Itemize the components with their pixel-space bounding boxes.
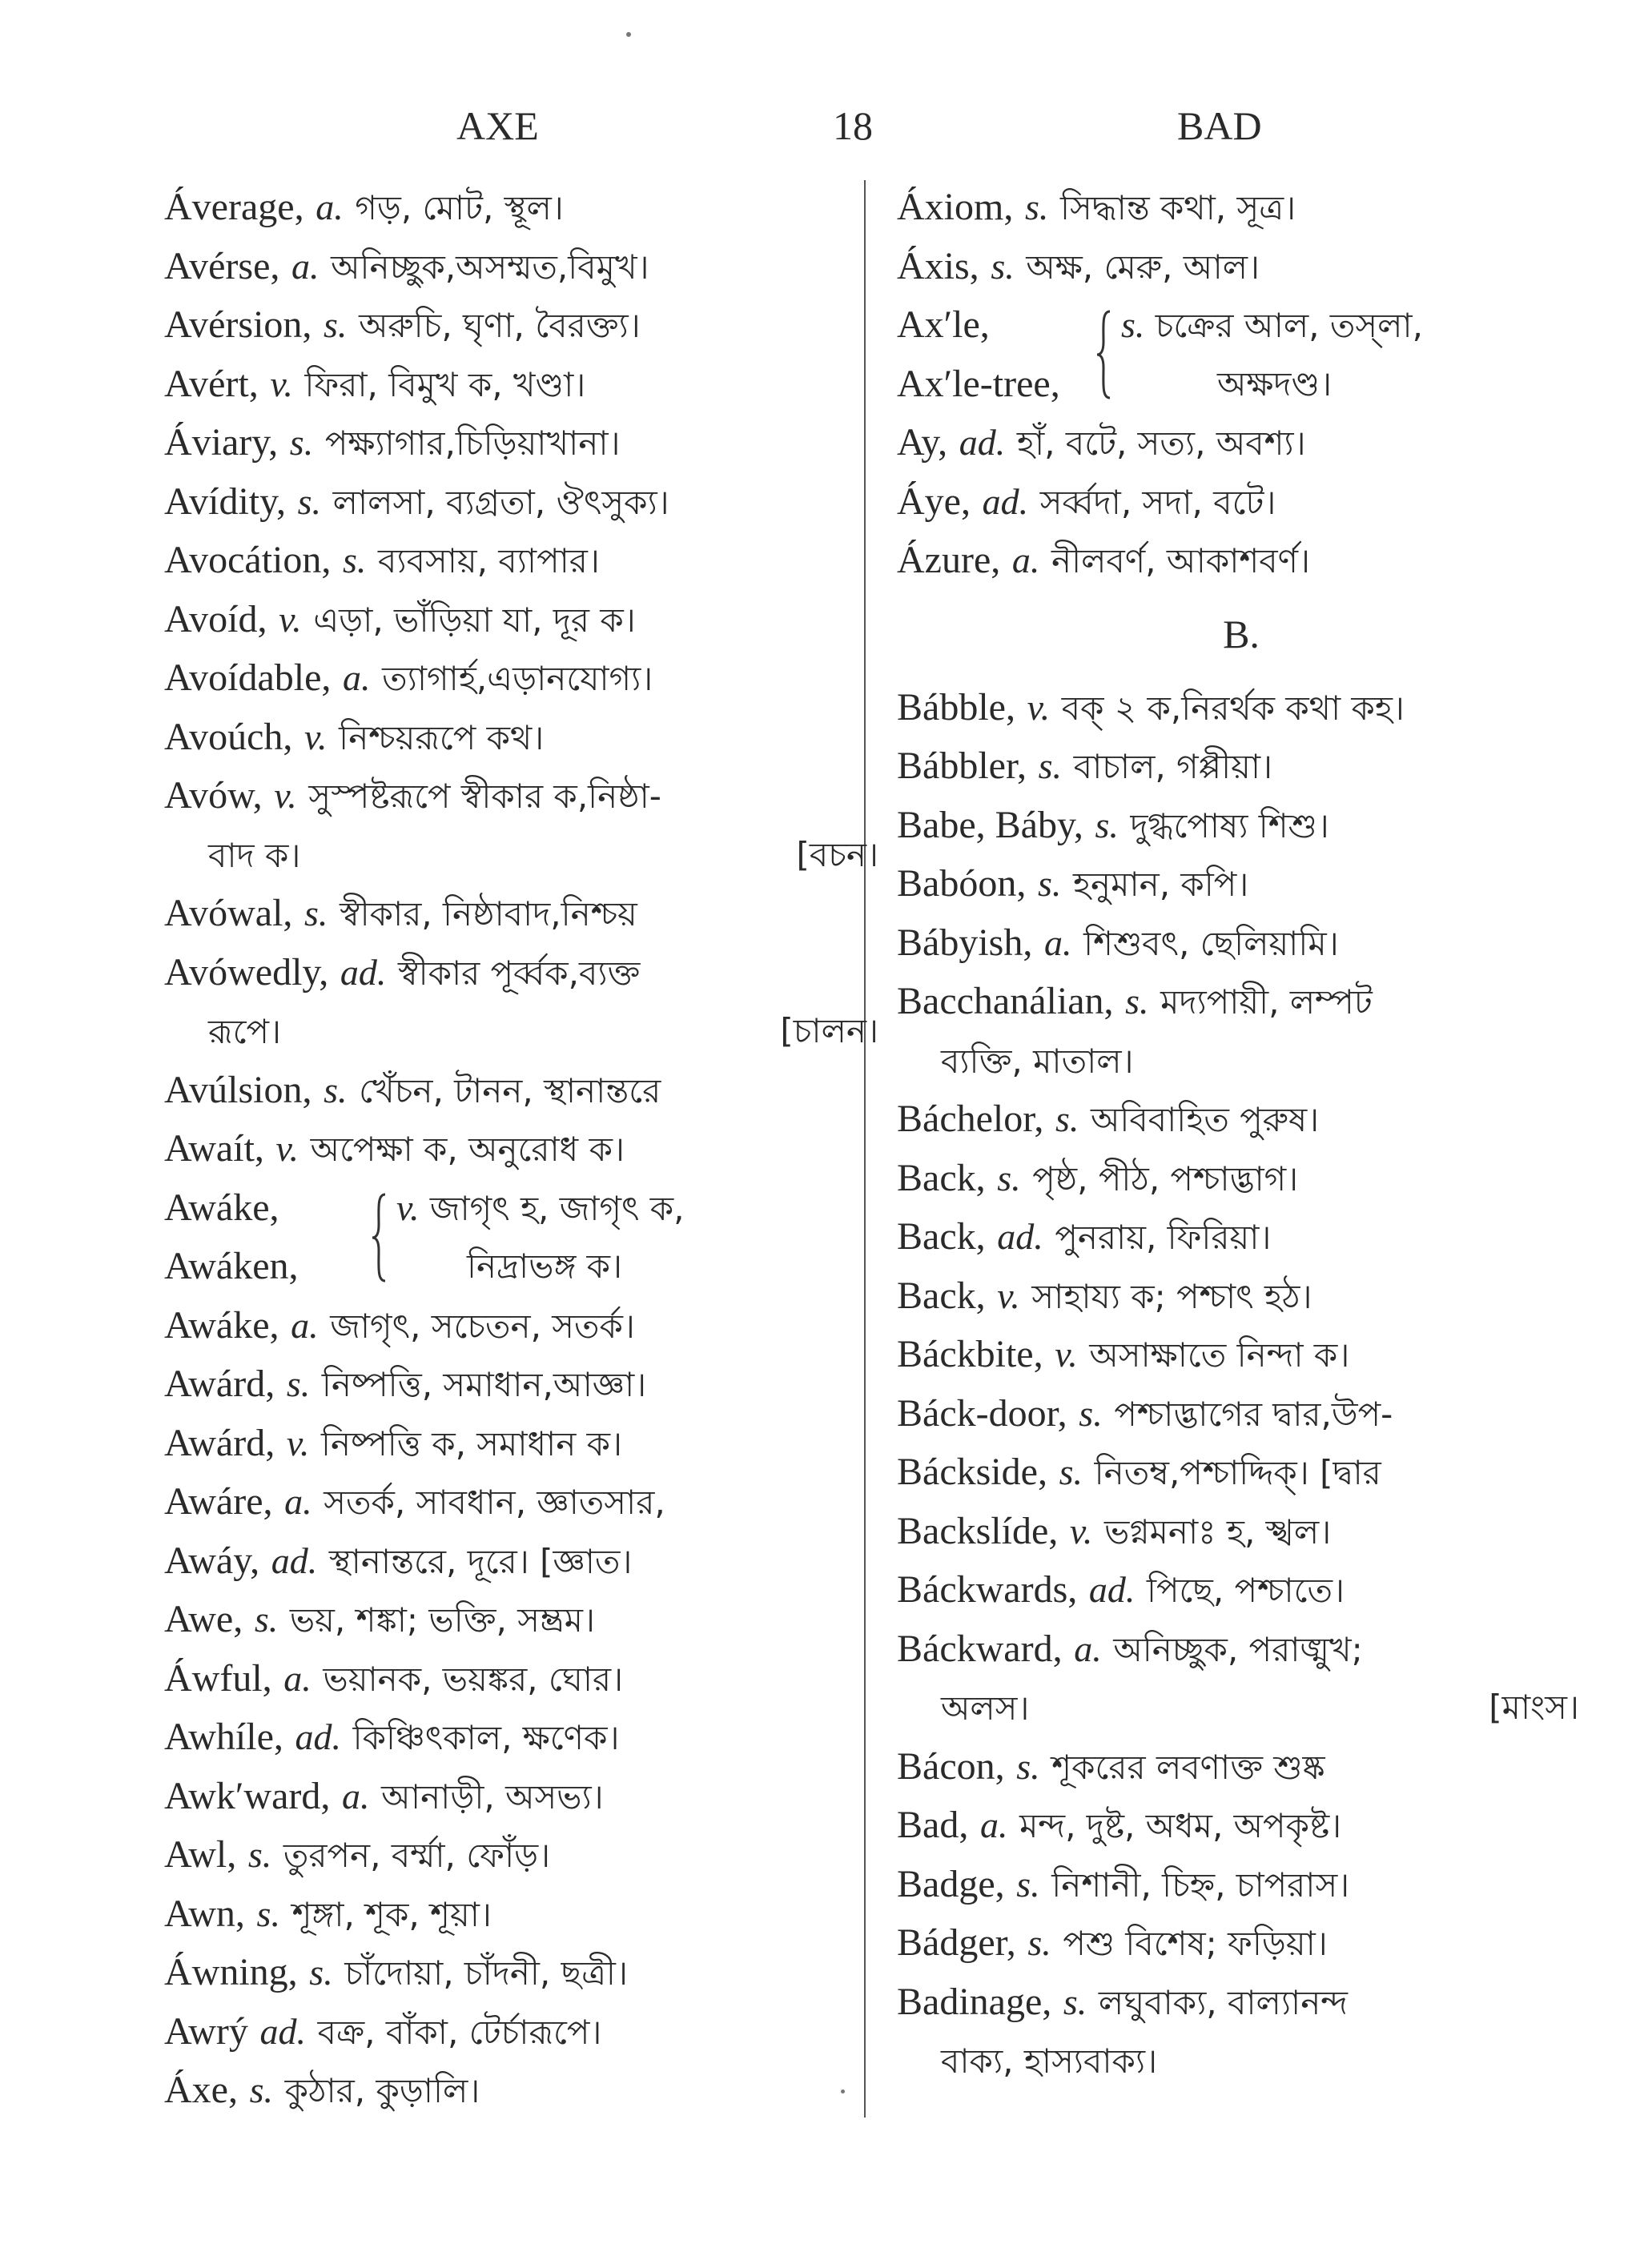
entry-headword: Áwning, (164, 1951, 298, 1993)
entry-headword: Ázure, (897, 539, 1001, 581)
entry-part-of-speech: s. (247, 1834, 272, 1875)
entry-headword: Awáre, (164, 1480, 273, 1523)
dictionary-entry (897, 1737, 1586, 1796)
entry-part-of-speech: ad. (259, 2010, 307, 2052)
dictionary-entry (164, 1885, 885, 1944)
entry-part-of-speech: ad. (295, 1716, 342, 1757)
entry-definition: পিছে, পশ্চাতে। (1147, 1571, 1345, 1610)
entry-part-of-speech: a. (1043, 921, 1072, 963)
entry-headword: Bad, (897, 1804, 969, 1846)
entry-part-of-speech: ad. (1088, 1569, 1136, 1610)
dictionary-entry (897, 1620, 1586, 1679)
entry-headword: Awk′ward, (164, 1774, 331, 1817)
dictionary-entry (164, 531, 885, 590)
entry-headword: Bábble, (897, 685, 1015, 729)
entry-part-of-speech: ad. (340, 951, 387, 993)
entry-definition: অনিচ্ছুক,অসম্মত,বিমুখ। (331, 247, 649, 287)
dictionary-entry (164, 1061, 885, 1120)
brace-definition-line: অক্ষদণ্ড। (1217, 363, 1332, 403)
entry-part-of-speech: s. (286, 1363, 311, 1404)
entry-definition: খেঁচন, টানন, স্থানান্তরে (359, 1070, 661, 1110)
entry-part-of-speech: s. (991, 245, 1015, 287)
dictionary-entry (164, 884, 885, 943)
entry-part-of-speech: a. (291, 1304, 319, 1346)
entry-headword: Ay, (897, 421, 948, 464)
entry-part-of-speech: v. (304, 716, 328, 757)
entry-definition: পশ্চাদ্ভাগের দ্বার,উপ- (1114, 1394, 1393, 1434)
entry-continuation-line (897, 1031, 1586, 1090)
entry-part-of-speech: a. (284, 1481, 312, 1522)
dictionary-entry (897, 796, 1586, 855)
header-left-guide-word: AXE (456, 103, 539, 148)
curly-brace-icon (371, 1193, 388, 1283)
entry-definition: অপেক্ষা ক, অনুরোধ ক। (310, 1130, 625, 1169)
entry-definition: অলস। (941, 1688, 1030, 1728)
entry-part-of-speech: s. (256, 1893, 280, 1934)
entry-headword: Áye, (897, 480, 971, 523)
entry-headword: Bacchanálian, (897, 980, 1114, 1022)
entry-definition: ব্যক্তি, মাতাল। (941, 1041, 1134, 1081)
entry-part-of-speech: v. (1069, 1510, 1093, 1551)
dictionary-entry (164, 943, 885, 1002)
entry-part-of-speech: a. (316, 187, 344, 227)
entry-part-of-speech: s. (304, 893, 328, 933)
entry-headword: Bácon, (897, 1744, 1005, 1788)
entry-part-of-speech: s. (1063, 1981, 1087, 2022)
left-brace-entry (164, 1178, 885, 1296)
entry-headword: Avoídable, (164, 656, 332, 699)
entry-headword: Avówedly, (164, 950, 329, 994)
entry-part-of-speech: a. (343, 657, 371, 698)
entry-definition: ফিরা, বিমুখ ক, খণ্ডা। (304, 364, 586, 404)
entry-headword: Avúlsion, (164, 1068, 312, 1111)
dictionary-entry (897, 854, 1586, 913)
dictionary-entry (897, 237, 1586, 296)
dictionary-entry (164, 1531, 885, 1591)
entry-part-of-speech: v. (279, 598, 302, 640)
dictionary-entry (164, 648, 885, 708)
entry-headword: Avów, (164, 774, 263, 817)
entry-definition: সিদ্ধান্ত কথা, সূত্র। (1060, 188, 1296, 227)
entry-definition: মন্দ, দুষ্ট, অধম, অপকৃষ্ট। (1019, 1806, 1342, 1845)
brace-headword: Awáke, (164, 1186, 279, 1229)
dictionary-entry (164, 1943, 885, 2002)
entry-part-of-speech: s. (1038, 745, 1063, 786)
entry-definition: শিশুবৎ, ছেলিয়ামি। (1083, 923, 1339, 963)
entry-definition: বাদ ক। (208, 835, 301, 875)
entry-continuation-line (897, 2031, 1586, 2090)
dictionary-entry (897, 1325, 1586, 1384)
entry-definition: ভয়, শঙ্কা; ভক্তি, সম্ভ্রম। (289, 1600, 596, 1640)
entry-headword: Avoíd, (164, 597, 267, 640)
entry-headword: Awárd, (164, 1421, 275, 1464)
dictionary-entry (897, 678, 1586, 737)
dictionary-entry (897, 1266, 1586, 1326)
entry-definition: তুরপন, বর্ম্মা, ফোঁড়। (283, 1836, 551, 1875)
entry-part-of-speech: v. (275, 1128, 299, 1169)
dictionary-entry (897, 1207, 1586, 1266)
left-entries-group-2 (164, 1296, 885, 2120)
entry-headword: Back, (897, 1156, 986, 1199)
dictionary-entry (164, 237, 885, 296)
page-header (0, 102, 1640, 151)
entry-definition: আনাড়ী, অসভ্য। (381, 1776, 604, 1816)
entry-headword: Áxis, (897, 244, 979, 287)
entry-part-of-speech: s. (1016, 1745, 1040, 1787)
entry-part-of-speech: v. (270, 363, 293, 404)
entry-part-of-speech: a. (342, 1775, 370, 1816)
entry-definition: মদ্যপায়ী, লম্পট (1160, 982, 1373, 1022)
brace-definition-line: s. চক্রের আল, তস্‌লা, (1121, 304, 1423, 345)
entry-definition: জাগৃৎ, সচেতন, সতর্ক। (330, 1306, 635, 1346)
entry-definition: লালসা, ব্যগ্রতা, ঔৎসুক্য। (332, 482, 669, 522)
dictionary-entry (897, 1384, 1586, 1443)
entry-part-of-speech: v. (274, 775, 297, 816)
entry-part-of-speech: s. (1079, 1392, 1103, 1434)
dictionary-entry (897, 1502, 1586, 1561)
entry-headword: Awrý (164, 2009, 248, 2053)
header-right-guide-word: BAD (1177, 103, 1262, 148)
entry-definition: স্বীকার, নিষ্ঠাবাদ,নিশ্চয় (340, 894, 637, 933)
left-entries-group-1 (164, 178, 885, 1178)
entry-definition: নিশানী, চিহ্ন, চাপরাস। (1051, 1865, 1350, 1905)
dictionary-entry (164, 1708, 885, 1767)
entry-headword: Back, (897, 1274, 986, 1317)
entry-definition: অবিবাহিত পুরুষ। (1090, 1100, 1320, 1139)
entry-headword: Bádger, (897, 1921, 1016, 1964)
entry-headword: Avówal, (164, 892, 293, 934)
entry-headword: Avérsion, (164, 303, 312, 346)
entry-headword: Áxiom, (897, 186, 1014, 228)
right-entries-group-2 (897, 413, 1586, 590)
entry-headword: Awhíle, (164, 1716, 283, 1758)
brace-headword: Ax′le, (897, 303, 990, 346)
entry-part-of-speech: s. (997, 1157, 1021, 1198)
entry-definition: বাক্য, হাস্যবাক্য। (941, 2041, 1158, 2081)
dictionary-entry (164, 708, 885, 767)
entry-part-of-speech: ad. (982, 480, 1029, 522)
entry-definition: ভগ্নমনাঃ হ, স্খল। (1104, 1511, 1332, 1551)
entry-part-of-speech: v. (1055, 1334, 1078, 1375)
dictionary-entry (164, 295, 885, 355)
dictionary-entry (164, 1590, 885, 1649)
entry-part-of-speech: s. (343, 540, 367, 580)
dictionary-entry (897, 1796, 1586, 1855)
entry-definition: নিশ্চয়রূপে কথ। (339, 717, 545, 757)
entry-headword: Avídity, (164, 480, 286, 523)
entry-definition: সর্ব্বদা, সদা, বটে। (1039, 482, 1276, 522)
dictionary-entry (164, 766, 885, 825)
entry-definition: হনুমান, কপি। (1072, 865, 1249, 904)
entry-headword: Awárd, (164, 1363, 275, 1405)
page-number: 18 (833, 103, 873, 148)
brace-definition-line: নিদ্রাভঙ্গ ক। (467, 1246, 623, 1286)
entry-headword: Avért, (164, 362, 259, 405)
right-brace-entry (897, 295, 1586, 413)
entry-definition: শূঙ্গা, শূক, শূয়া। (291, 1894, 492, 1934)
entry-part-of-speech: s. (1037, 863, 1062, 904)
dictionary-entry (897, 737, 1586, 796)
entry-headword: Bábbler, (897, 745, 1027, 787)
entry-definition: নিতম্ব,পশ্চাদ্দিক্। [দ্বার (1094, 1453, 1381, 1492)
entry-headword: Báckside, (897, 1451, 1047, 1493)
left-column (164, 178, 885, 2120)
entry-definition: কুঠার, কুড়ালি। (284, 2071, 480, 2110)
entry-part-of-speech: v. (997, 1274, 1020, 1316)
dictionary-entry (164, 178, 885, 237)
entry-part-of-speech: ad. (959, 422, 1006, 463)
dictionary-entry (897, 1855, 1586, 1914)
dictionary-entry (164, 413, 885, 472)
entry-definition: সতর্ক, সাবধান, জ্ঞাতসার, (324, 1483, 665, 1522)
dictionary-entry (164, 1119, 885, 1178)
dictionary-entry (897, 178, 1586, 237)
entry-definition: হাঁ, বটে, সত্য, অবশ্য। (1016, 423, 1306, 463)
entry-headword: Áviary, (164, 421, 279, 464)
entry-headword: Awe, (164, 1598, 243, 1640)
entry-definition: চাঁদোয়া, চাঁদনী, ছত্রী। (344, 1953, 628, 1993)
entry-headword: Awn, (164, 1892, 245, 1935)
entry-definition: অনিচ্ছুক, পরাঙ্মুখ; (1113, 1629, 1363, 1669)
entry-definition: বক্ ২ ক,নিরর্থক কথা কহ। (1061, 688, 1405, 728)
entry-definition: ব্যবসায়, ব্যাপার। (378, 541, 600, 580)
entry-part-of-speech: v. (1027, 686, 1051, 728)
entry-headword: Báck-door, (897, 1391, 1067, 1435)
entry-part-of-speech: s. (1095, 804, 1119, 845)
brace-headword: Ax′le-tree, (897, 362, 1060, 405)
section-letter: B. (1223, 611, 1260, 656)
entry-headword: Báckbite, (897, 1333, 1043, 1375)
entry-definition: অরুচি, ঘৃণা, বৈরক্ত্য। (359, 306, 641, 345)
entry-definition: এড়া, ভাঁড়িয়া যা, দূর ক। (313, 600, 636, 640)
entry-headword: Áwful, (164, 1656, 272, 1700)
dictionary-entry (164, 1472, 885, 1531)
curly-brace-icon (1095, 310, 1113, 399)
dictionary-entry (897, 913, 1586, 973)
dictionary-entry (897, 1443, 1586, 1502)
entry-part-of-speech: s. (324, 1069, 348, 1110)
entry-continuation-line (164, 1002, 885, 1061)
entry-headword: Badinage, (897, 1980, 1052, 2023)
entry-part-of-speech: s. (254, 1599, 279, 1640)
entry-headword: Awaít, (164, 1127, 264, 1170)
entry-part-of-speech: s. (1055, 1098, 1079, 1139)
entry-headword: Báckwards, (897, 1568, 1078, 1611)
dictionary-entry (164, 1825, 885, 1885)
entry-headword: Awáke, (164, 1303, 279, 1347)
entry-definition: পক্ষ্যাগার,চিড়িয়াখানা। (324, 423, 621, 463)
entry-part-of-speech: s. (1016, 1863, 1040, 1905)
entry-part-of-speech: s. (324, 304, 348, 345)
carried-over-fragment: [বচন। (796, 834, 878, 874)
entry-headword: Avérse, (164, 244, 280, 287)
entry-definition: নিষ্পত্তি, সমাধান,আজ্ঞা। (321, 1365, 647, 1404)
entry-definition: সাহায্য ক; পশ্চাৎ হঠ। (1031, 1276, 1312, 1316)
dictionary-entry (897, 972, 1586, 1031)
entry-part-of-speech: a. (283, 1657, 312, 1699)
dictionary-entry (897, 1913, 1586, 1973)
dictionary-entry (164, 2002, 885, 2061)
dictionary-entry (897, 1090, 1586, 1149)
entry-definition: পশু বিশেষ; ফড়িয়া। (1063, 1924, 1328, 1963)
right-entries-group-3 (897, 678, 1586, 2090)
entry-definition: গড়, মোট, স্থূল। (355, 188, 564, 227)
entry-part-of-speech: s. (289, 422, 314, 463)
entry-headword: Avoúch, (164, 715, 293, 758)
entry-headword: Backslíde, (897, 1509, 1059, 1552)
dictionary-entry (164, 1649, 885, 1708)
entry-definition: স্থানান্তরে, দূরে। [জ্ঞাত। (328, 1541, 633, 1581)
entry-part-of-speech: a. (291, 245, 320, 287)
dictionary-entry (897, 531, 1586, 590)
entry-part-of-speech: s. (309, 1952, 333, 1993)
entry-headword: Áverage, (164, 186, 304, 228)
dictionary-entry (164, 355, 885, 414)
entry-continuation-line (164, 825, 885, 885)
entry-headword: Bábyish, (897, 921, 1033, 964)
entry-definition: কিঞ্চিৎকাল, ক্ষণেক। (352, 1718, 620, 1757)
dictionary-entry (164, 1296, 885, 1355)
entry-part-of-speech: v. (286, 1422, 310, 1463)
entry-headword: Back, (897, 1215, 986, 1258)
entry-part-of-speech: ad. (997, 1216, 1043, 1257)
entry-part-of-speech: a. (1011, 540, 1040, 580)
dictionary-entry (164, 590, 885, 649)
entry-definition: সুস্পষ্টরূপে স্বীকার ক,নিষ্ঠা- (308, 777, 661, 816)
entry-part-of-speech: s. (1125, 981, 1149, 1022)
entry-headword: Awáy, (164, 1539, 260, 1582)
entry-part-of-speech: s. (1059, 1451, 1083, 1492)
dictionary-entry (164, 2061, 885, 2120)
dictionary-entry (897, 1973, 1586, 2032)
entry-definition: অক্ষ, মেরু, আল। (1026, 247, 1260, 287)
entry-headword: Áxe, (164, 2069, 238, 2111)
carried-over-fragment: [মাংস। (1489, 1688, 1579, 1727)
entry-definition: ত্যাগার্হ,এড়ানযোগ্য। (382, 659, 653, 698)
brace-headword: Awáken, (164, 1245, 299, 1287)
dictionary-entry (897, 413, 1586, 472)
carried-over-fragment: [চালন। (780, 1011, 878, 1050)
entry-definition: রূপে। (208, 1012, 281, 1051)
entry-headword: Avocátion, (164, 539, 332, 581)
print-speck (626, 32, 631, 37)
dictionary-entry (164, 1355, 885, 1414)
entry-continuation-line (897, 1678, 1586, 1737)
entry-headword: Báchelor, (897, 1098, 1044, 1140)
entry-part-of-speech: s. (1024, 187, 1049, 227)
entry-definition: নিষ্পত্তি ক, সমাধান ক। (320, 1423, 623, 1463)
entry-part-of-speech: a. (979, 1804, 1008, 1845)
right-entries-group-1 (897, 178, 1586, 295)
entry-part-of-speech: s. (1027, 1922, 1051, 1963)
entry-part-of-speech: a. (1074, 1628, 1102, 1669)
entry-definition: বক্র, বাঁকা, টের্চারূপে। (317, 2012, 602, 2052)
entry-headword: Babóon, (897, 862, 1027, 905)
brace-definition-line: v. জাগৃৎ হ, জাগৃৎ ক, (396, 1186, 685, 1228)
dictionary-entry (164, 1767, 885, 1826)
entry-definition: অসাক্ষাতে নিন্দা ক। (1089, 1335, 1350, 1375)
entry-definition: পুনরায়, ফিরিয়া। (1055, 1218, 1272, 1257)
dictionary-entry (897, 472, 1586, 532)
dictionary-entry (164, 1414, 885, 1473)
entry-definition: লঘুবাক্য, বাল্যানন্দ (1098, 1982, 1348, 2022)
entry-part-of-speech: ad. (271, 1539, 318, 1581)
entry-headword: Badge, (897, 1862, 1005, 1905)
print-speck (841, 2089, 845, 2093)
dictionary-entry (164, 472, 885, 532)
dictionary-entry (897, 1149, 1586, 1208)
entry-part-of-speech: s. (249, 2069, 273, 2110)
entry-headword: Awl, (164, 1833, 237, 1876)
entry-definition: শূকরের লবণাক্ত শুষ্ক (1051, 1747, 1325, 1787)
dictionary-entry (897, 1560, 1586, 1620)
entry-headword: Báckward, (897, 1627, 1063, 1670)
entry-definition: স্বীকার পূর্ব্বক,ব্যক্ত (398, 953, 641, 993)
entry-definition: ভয়ানক, ভয়ঙ্কর, ঘোর। (323, 1659, 624, 1699)
entry-part-of-speech: s. (297, 480, 322, 522)
entry-definition: পৃষ্ঠ, পীঠ, পশ্চাদ্ভাগ। (1032, 1158, 1299, 1198)
entry-headword: Babe, Báby, (897, 803, 1083, 846)
entry-definition: নীলবর্ণ, আকাশবর্ণ। (1051, 541, 1311, 580)
entry-definition: দুগ্ধপোষ্য শিশু। (1130, 805, 1329, 845)
entry-definition: বাচাল, গপ্পীয়া। (1073, 747, 1273, 786)
right-column (897, 178, 1586, 2090)
